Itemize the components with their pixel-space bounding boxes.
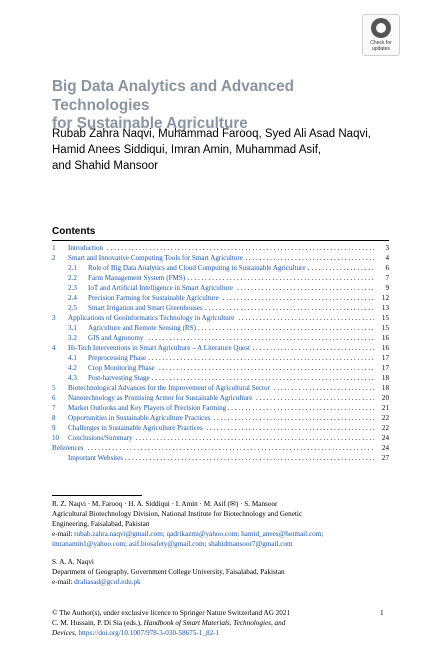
toc-entry[interactable] [52,273,389,283]
toc-entry-title[interactable] [52,443,389,453]
toc-entry[interactable] [52,353,389,363]
toc-entry[interactable] [52,323,389,333]
toc-entry-title-text[interactable]: Smart and Innovative Computing Tools for Smart Agriculture [68,254,243,262]
title-line: for Sustainable Agriculture [52,115,248,132]
email-label: e-mail: [52,530,73,538]
author-names: R. Z. Naqvi · M. Farooq · H. A. Siddiqui · I. Amin · M. Asif (✉) · S. Mansoor [52,500,278,508]
toc-entry-number[interactable]: 2 [52,254,56,262]
toc-entry-title[interactable] [88,373,389,383]
toc-entry-page: 15 [375,313,389,323]
toc-entry-title[interactable] [88,323,389,333]
doi-link[interactable]: https://doi.org/10.1007/978-3-030-58675-1_82-1 [78,629,220,637]
toc-entry-page: 16 [375,333,389,343]
copyright-block [52,608,372,638]
toc-entry-title-text[interactable]: IoT and Artificial Intelligence in Smart Agriculture [88,284,233,292]
affiliation-footnote-2 [52,557,387,587]
check-for-updates-badge[interactable] [362,14,400,56]
toc-entry-page: 12 [375,293,389,303]
toc-entry-title-text[interactable]: Biotechnological Advances for the Improvement of Agricultural Sector [68,384,270,392]
toc-entry[interactable] [52,443,389,453]
toc-entry[interactable] [52,343,389,353]
toc-entry-title[interactable] [68,413,389,423]
toc-entry-title-text[interactable]: Role of Big Data Analytics and Cloud Computing in Sustainable Agriculture [88,264,306,272]
badge-text: Check for updates [370,40,392,52]
title-line: Big Data Analytics and Advanced Technologies [52,78,294,114]
author-list [52,126,402,174]
toc-entry-number[interactable]: 4 [52,344,56,352]
toc-entry[interactable] [52,303,389,313]
crossmark-icon [371,18,391,38]
toc-entry[interactable] [52,373,389,383]
email-line [52,529,387,539]
toc-entry-number[interactable]: 2.1 [68,264,77,272]
toc-entry-title-text[interactable]: Preprocessing Phase [88,354,147,362]
toc-entry-title[interactable] [68,423,389,433]
toc-entry-number[interactable]: 4.2 [68,364,77,372]
book-title: Handbook of Smart Materials, Technologies, and [143,619,286,627]
toc-entry-page: 16 [375,343,389,353]
toc-entry-title[interactable] [88,293,389,303]
toc-entry-number[interactable]: 3.1 [68,324,77,332]
toc-entry-number[interactable]: 3.2 [68,334,77,342]
toc-entry[interactable] [52,403,389,413]
affiliation-footnote-1 [52,499,387,549]
affiliation-line: Agricultural Biotechnology Division, National Institute for Biotechnology and Genetic [52,510,303,518]
table-of-contents [52,243,389,463]
toc-entry-title-text[interactable]: Opportunities in Sustainable Agriculture Practices [68,414,211,422]
toc-entry-title[interactable] [88,333,389,343]
toc-entry-title[interactable] [88,303,389,313]
toc-entry-title-text[interactable]: Applications of Geoinformatics Technology in Agriculture [68,314,235,322]
toc-entry-page: 15 [375,323,389,333]
toc-entry-page: 22 [375,413,389,423]
toc-entry-number[interactable]: 4.1 [68,354,77,362]
toc-entry-page: 24 [375,433,389,443]
toc-entry-page: 22 [375,423,389,433]
toc-entry-page: 21 [375,403,389,413]
toc-entry-title[interactable] [88,283,389,293]
author-line: and Shahid Mansoor [52,160,159,172]
toc-entry[interactable] [52,313,389,323]
affiliation-line: Department of Geography, Government College University, Faisalabad, Pakistan [52,568,285,576]
author-line: Hamid Anees Siddiqui, Imran Amin, Muhammad Asif, [52,144,322,156]
toc-entry-title[interactable] [68,403,389,413]
toc-entry-title-text[interactable]: Farm Management System (FMS) [88,274,186,282]
toc-entry-page: 24 [375,443,389,453]
toc-entry-title[interactable] [68,383,389,393]
toc-entry-title-text[interactable]: Nanotechnology as Promising Armor for Sustainable Agriculture [68,394,253,402]
toc-entry-number[interactable]: 2.4 [68,294,77,302]
toc-entry-title-text[interactable]: Precision Farming for Sustainable Agriculture [88,294,219,302]
toc-entry[interactable] [52,283,389,293]
toc-entry-title[interactable] [68,433,389,443]
toc-entry-title-text[interactable]: Introduction [68,244,104,252]
toc-entry-page: 4 [375,253,389,263]
citation-line: C. M. Hussain, P. Di Sia (eds.), Handbook of Smart Materials, Technologies, and [52,619,286,627]
email-label: e-mail: [52,578,73,586]
email-line [52,577,387,587]
toc-entry-title[interactable] [68,243,389,253]
toc-entry-title-text[interactable]: Smart Irrigation and Smart Greenhouses [88,304,203,312]
toc-entry-title-text[interactable]: Crop Monitoring Phase [88,364,155,372]
toc-entry-page: 6 [375,263,389,273]
toc-entry-title[interactable] [68,453,389,463]
toc-entry[interactable] [52,293,389,303]
toc-entry-number[interactable]: 1 [52,244,56,252]
toc-entry-number[interactable]: 9 [52,424,56,432]
toc-entry-number[interactable]: 6 [52,394,56,402]
citation-line [52,628,372,638]
toc-entry-number[interactable]: 8 [52,414,56,422]
page-number: 1 [380,609,384,617]
toc-entry-title-text[interactable]: GIS and Agronomy [88,334,144,342]
toc-entry-title-text[interactable]: Conclusions/Summary [68,434,133,442]
toc-entry-title-text[interactable]: References [52,444,84,452]
toc-entry[interactable] [52,433,389,443]
toc-entry-title-text[interactable]: Hi-Tech Interventions in Smart Agriculture – A Literature Quest [68,344,250,352]
toc-entry[interactable] [52,243,389,253]
email-links[interactable]: rubab.zahra.naqvi@gmail.com; qadrikazmi@yahoo.com; hamid_anees@hotmail.com; [74,530,324,538]
toc-entry-title-text[interactable]: Market Outlooks and Key Players of Precision Farming [68,404,227,412]
toc-entry-title[interactable] [68,393,389,403]
toc-entry-title-text[interactable]: Agriculture and Remote Sensing (RS) [88,324,196,332]
toc-entry-number[interactable]: 3 [52,314,56,322]
toc-entry[interactable] [52,363,389,373]
toc-entry[interactable] [52,453,389,463]
toc-entry-number[interactable]: 7 [52,404,56,412]
contents-heading: Contents [52,226,96,237]
author-line: Rubab Zahra Naqvi, Muhammad Farooq, Syed Ali Asad Naqvi, [52,128,371,140]
toc-entry-number[interactable]: 10 [52,434,60,442]
toc-entry-title[interactable] [88,263,389,273]
toc-entry-title-text[interactable]: Challenges in Sustainable Agriculture Practices [68,424,203,432]
toc-entry-page: 17 [375,353,389,363]
toc-entry-page: 17 [375,363,389,373]
toc-entry[interactable] [52,383,389,393]
toc-entry-title[interactable] [88,353,389,363]
email-links[interactable]: imranamin1@yahoo.com; asif.biosafety@gmail.com; shahidmansoor7@gmail.com [52,540,293,548]
toc-entry-title[interactable] [88,363,389,373]
toc-entry[interactable] [52,423,389,433]
toc-entry[interactable] [52,253,389,263]
toc-entry-number[interactable]: 2.3 [68,284,77,292]
toc-entry-number[interactable]: 2.5 [68,304,77,312]
toc-entry-number[interactable]: 2.2 [68,274,77,282]
contents-divider [52,240,389,241]
toc-entry-number[interactable]: 5 [52,384,56,392]
toc-entry-title[interactable] [88,273,389,283]
toc-entry-page: 13 [375,303,389,313]
toc-entry-title-text[interactable]: Important Websites [68,454,124,462]
toc-entry-number[interactable]: 4.3 [68,374,77,382]
toc-entry-page: 27 [375,453,389,463]
email-link[interactable]: draliasad@gcuf.edu.pk [74,578,141,586]
toc-entry-title[interactable] [68,253,389,263]
toc-entry-page: 18 [375,383,389,393]
toc-entry-page: 18 [375,373,389,383]
toc-entry-page: 20 [375,393,389,403]
toc-entry[interactable] [52,413,389,423]
toc-entry-page: 9 [375,283,389,293]
toc-entry[interactable] [52,393,389,403]
affiliation-line: Engineering, Faisalabad, Pakistan [52,520,150,528]
toc-entry-title[interactable] [68,343,389,353]
toc-entry[interactable] [52,333,389,343]
footnote-divider [52,495,142,496]
copyright-line: © The Author(s), under exclusive licence to Springer Nature Switzerland AG 2021 [52,609,291,617]
toc-entry[interactable] [52,263,389,273]
toc-entry-page: 7 [375,273,389,283]
toc-entry-title-text[interactable]: Post-harvesting Stage [88,374,150,382]
book-title: Devices, [52,629,77,637]
author-names: S. A. A. Naqvi [52,558,94,566]
toc-entry-page: 3 [375,243,389,253]
toc-entry-title[interactable] [68,313,389,323]
